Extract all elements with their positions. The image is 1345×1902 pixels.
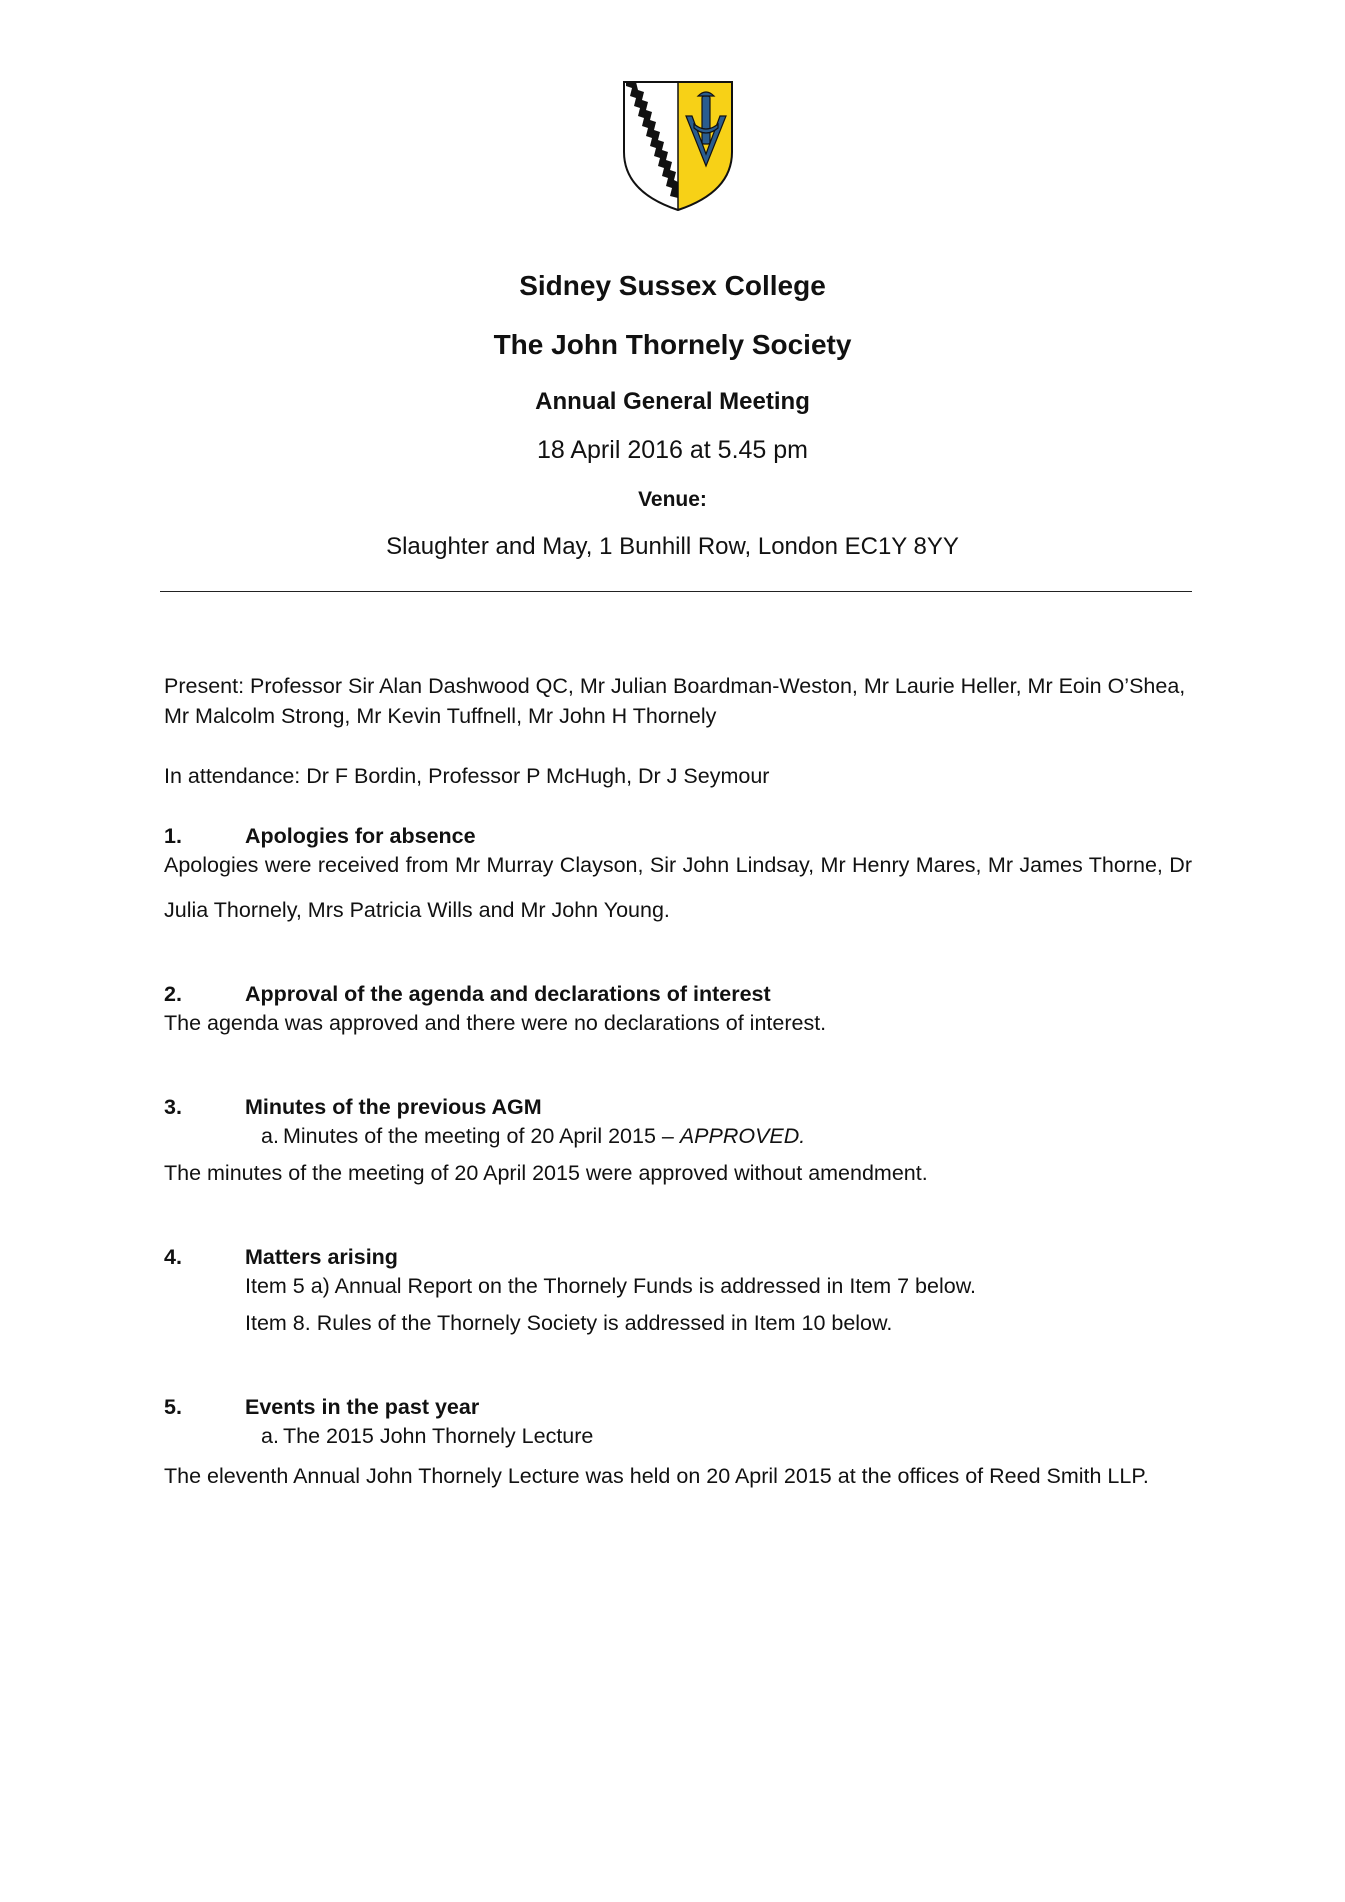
item-number: 5. — [164, 1395, 182, 1419]
item-title: Apologies for absence — [245, 824, 476, 848]
item-title: Matters arising — [245, 1245, 398, 1269]
item-body: The agenda was approved and there were no declarations of interest. — [164, 1011, 827, 1035]
item-title: Minutes of the previous AGM — [245, 1095, 542, 1119]
item-title: Approval of the agenda and declarations of interest — [245, 982, 771, 1006]
approved-status: APPROVED. — [679, 1124, 806, 1148]
header-divider — [160, 591, 1192, 592]
meeting-datetime: 18 April 2016 at 5.45 pm — [536, 436, 809, 464]
item-body: The eleventh Annual John Thornely Lecture was held on 20 April 2015 at the offices of Reed Smith LLP. — [164, 1464, 1149, 1488]
item-2-agenda — [164, 979, 1192, 1046]
sub-item-letter: a. — [261, 1124, 279, 1148]
minutes-body — [164, 671, 1192, 1491]
venue-address: Slaughter and May, 1 Bunhill Row, London EC1Y 8YY — [386, 533, 959, 560]
meeting-title: Annual General Meeting — [535, 388, 810, 415]
item-5-events — [164, 1392, 1192, 1491]
item-1-apologies — [164, 821, 1192, 933]
sub-item-letter: a. — [261, 1424, 279, 1448]
item-number: 2. — [164, 982, 182, 1006]
attendance-list: In attendance: Dr F Bordin, Professor P McHugh, Dr J Seymour — [164, 764, 770, 788]
item-number: 1. — [164, 824, 182, 848]
sub-item — [164, 1414, 1192, 1459]
item-title: Events in the past year — [245, 1395, 480, 1419]
item-body: Apologies were received from Mr Murray Clayson, Sir John Lindsay, Mr Henry Mares, Mr James Thorne, Dr Julia Thornely, Mrs Patricia Wills and Mr John Young. — [164, 853, 1192, 922]
sub-item-text: Minutes of the meeting of 20 April 2015 – APPROVED. — [283, 1124, 806, 1148]
sub-item-text: The 2015 John Thornely Lecture — [283, 1424, 594, 1448]
item-3-minutes — [164, 1092, 1192, 1196]
item-number: 4. — [164, 1245, 182, 1269]
present-list: Present: Professor Sir Alan Dashwood QC, Mr Julian Boardman-Weston, Mr Laurie Heller, Mr Eoin O’Shea, Mr Malcolm Strong, Mr Kevin Tuffnell, Mr John H Thornely — [164, 674, 1186, 728]
matters-line: Item 5 a) Annual Report on the Thornely Funds is addressed in Item 7 below. — [245, 1274, 977, 1298]
society-name: The John Thornely Society — [493, 329, 852, 360]
college-crest-logo — [622, 80, 734, 212]
item-number: 3. — [164, 1095, 182, 1119]
matters-line: Item 8. Rules of the Thornely Society is addressed in Item 10 below. — [245, 1311, 893, 1335]
venue-label: Venue: — [638, 488, 707, 511]
college-name: Sidney Sussex College — [519, 270, 826, 301]
item-body: The minutes of the meeting of 20 April 2015 were approved without amendment. — [164, 1161, 928, 1185]
item-4-matters-arising — [164, 1242, 1192, 1346]
